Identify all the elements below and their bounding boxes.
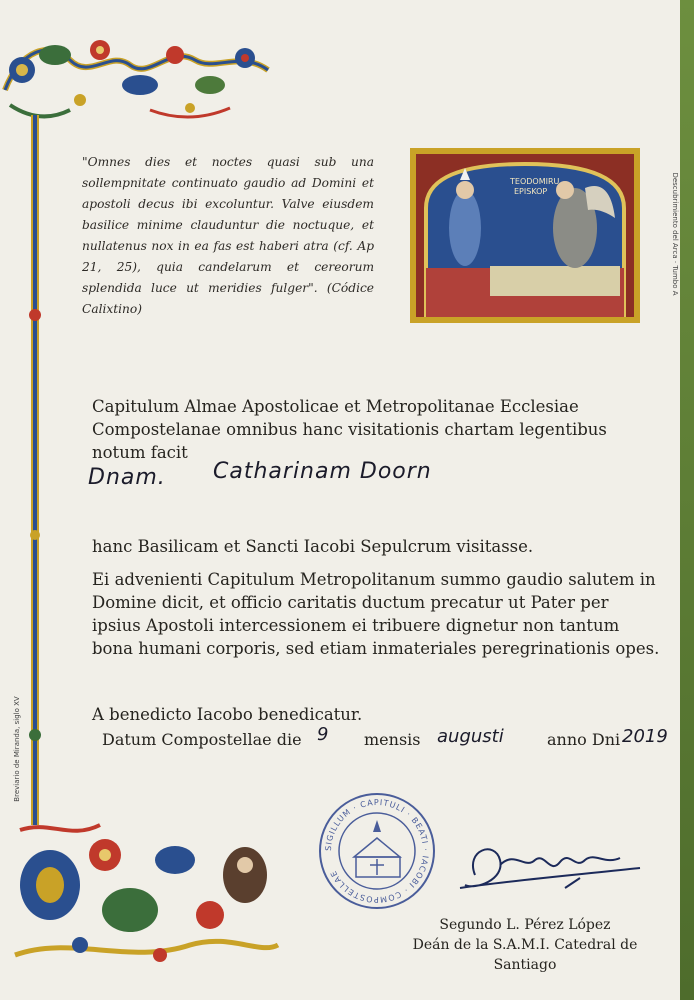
miniature-caption: Descubrimiento del Arca · Tumbo A <box>671 172 679 296</box>
miniature-inscription-1: TEODOMIRU <box>510 177 560 186</box>
background-foliage <box>680 0 694 1000</box>
date-month: augusti <box>437 726 504 747</box>
date-day: 9 <box>317 724 329 745</box>
border-caption: Breviario de Miranda, siglo XV <box>13 696 21 802</box>
signer-name: Segundo L. Pérez López <box>439 917 611 933</box>
intro-text: Capitulum Almae Apostolicae et Metropolitanae Ecclesiae Compostelanae omnibus hanc visitationis chartam legentibus notum facit <box>92 397 607 462</box>
codex-calixtinus-quote: "Omnes dies et noctes quasi sub una sollempnitate continuato gaudio ad Domini et apostoli decus ibi excoluntur. Valve eiusdem basilice minime clauduntur die noctuque, et nullatenus nox in ea fas est haberi atra (cf. Ap 21, 25), quia candelarum et cereorum splendida luce ut meridies fulger". (Códice Calixtino) <box>82 155 374 316</box>
signer-block <box>380 915 670 975</box>
miniature-illustration <box>410 148 640 323</box>
recipient-prefix: Dnam. <box>88 465 166 490</box>
visit-text: hanc Basilicam et Sancti Iacobi Sepulcrum visitasse. <box>92 537 534 556</box>
seal-text: SIGILLUM · CAPITULI · BEATI · IACOBI · COMPOSTELLAE <box>323 797 431 905</box>
svg-text:SIGILLUM · CAPITULI · BEATI · <box>324 798 430 904</box>
chapter-seal <box>318 792 436 910</box>
miniature-inscription-2: EPISKOP <box>514 187 548 196</box>
illuminated-border-top <box>0 30 275 125</box>
blessing-text: Ei advenienti Capitulum Metropolitanum summo gaudio salutem in Domine dicit, et officio caritatis ductum precatur ut Pater per ipsius Apostoli intercessionem ei tribuere dignetur non tantum bona humani corporis, sed etiam inmateriales peregrinationis opes. <box>92 570 660 658</box>
date-year: 2019 <box>622 726 668 747</box>
date-prefix: Datum Compostellae die <box>102 730 302 749</box>
recipient-name: Catharinam Doorn <box>213 459 432 484</box>
signature <box>455 830 645 900</box>
recipient-line <box>88 459 508 505</box>
date-line <box>102 724 672 760</box>
illuminated-border-vine <box>24 115 46 825</box>
date-month-label: mensis <box>364 730 421 749</box>
signer-title: Deán de la S.A.M.I. Catedral de Santiago <box>412 937 638 973</box>
closing-text: A benedicto Iacobo benedicatur. <box>92 705 363 724</box>
illuminated-border-bottom <box>10 815 280 975</box>
date-year-label: anno Dni <box>547 730 621 749</box>
